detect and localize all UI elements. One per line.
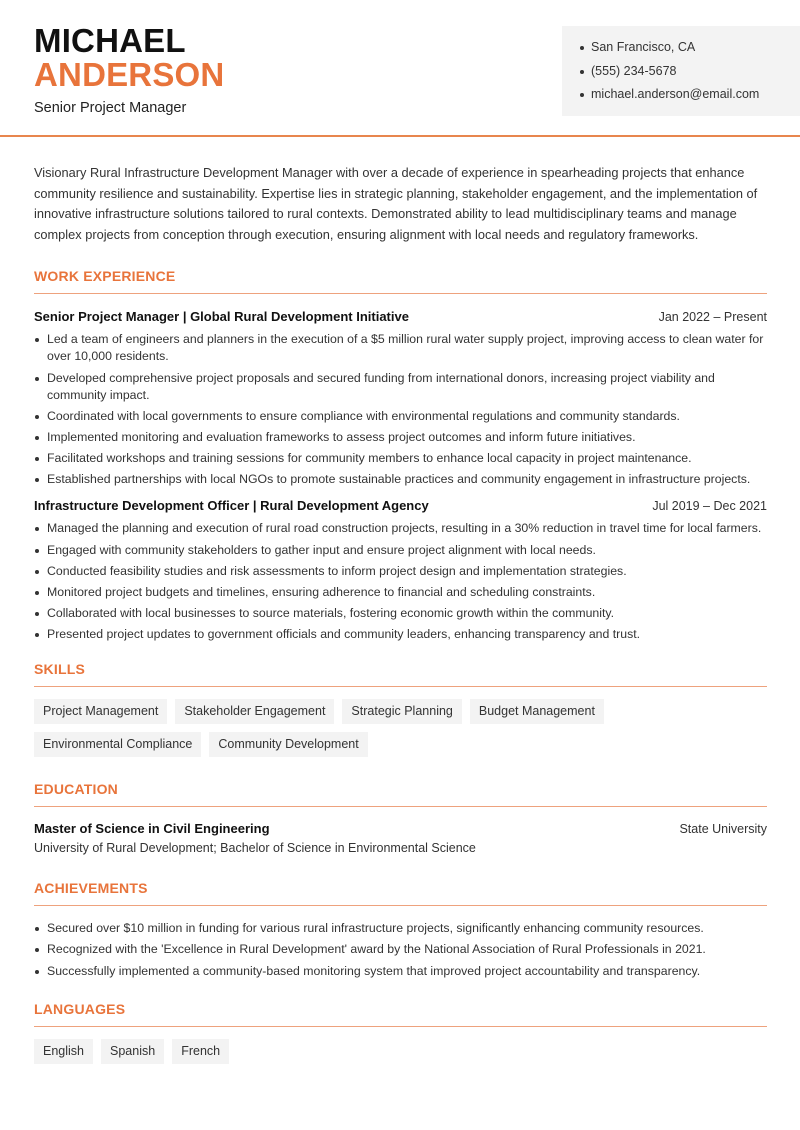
- section-skills: [34, 661, 767, 757]
- list-item: Recognized with the 'Excellence in Rural Development' award by the National Association of Rural Professionals in 2021.: [34, 941, 767, 958]
- section-title: LANGUAGES: [34, 1001, 767, 1027]
- skill-chip: Strategic Planning: [342, 699, 461, 724]
- first-name: MICHAEL: [34, 22, 186, 59]
- list-item: Conducted feasibility studies and risk assessments to inform project design and implementation strategies.: [34, 563, 767, 580]
- list-item: Monitored project budgets and timelines, ensuring adherence to financial and scheduling constraints.: [34, 584, 767, 601]
- list-item: Secured over $10 million in funding for various rural infrastructure projects, significantly enhancing community resources.: [34, 920, 767, 937]
- bullet-icon: [580, 46, 584, 50]
- list-item: Presented project updates to government officials and community leaders, enhancing transparency and trust.: [34, 626, 767, 643]
- list-item: Led a team of engineers and planners in the execution of a $5 million rural water supply project, improving access to clean water for over 10,000 residents.: [34, 331, 767, 365]
- skill-chip: Stakeholder Engagement: [175, 699, 334, 724]
- last-name: ANDERSON: [34, 56, 225, 93]
- education-header: [34, 821, 767, 836]
- list-item: Established partnerships with local NGOs to promote sustainable practices and community engagement in infrastructure projects.: [34, 471, 767, 488]
- list-item: Engaged with community stakeholders to gather input and ensure project alignment with local needs.: [34, 542, 767, 559]
- list-item: Collaborated with local businesses to source materials, fostering economic growth within the community.: [34, 605, 767, 622]
- education-school: State University: [679, 822, 767, 837]
- section-achievements: [34, 880, 767, 979]
- section-title: ACHIEVEMENTS: [34, 880, 767, 906]
- job-role: Infrastructure Development Officer | Rural Development Agency: [34, 498, 429, 514]
- section-experience: [34, 268, 767, 643]
- list-item: Managed the planning and execution of rural road construction projects, resulting in a 30% reduction in travel time for local farmers.: [34, 520, 767, 537]
- list-item: Facilitated workshops and training sessions for community members to enhance local capacity in project maintenance.: [34, 450, 767, 467]
- list-item: Developed comprehensive project proposals and secured funding from international donors, increasing project viability and community impact.: [34, 370, 767, 404]
- achievement-list: [34, 920, 767, 979]
- job-role: Senior Project Manager | Global Rural Development Initiative: [34, 309, 409, 325]
- bullet-icon: [580, 70, 584, 74]
- job-date: Jan 2022 – Present: [658, 310, 767, 325]
- education-degree: Master of Science in Civil Engineering: [34, 821, 270, 837]
- section-languages: [34, 1001, 767, 1064]
- skill-chips: [34, 699, 767, 757]
- job-bullets: [34, 331, 767, 488]
- education-details: University of Rural Development; Bachelor of Science in Environmental Science: [34, 841, 476, 856]
- skill-chip: Project Management: [34, 699, 167, 724]
- list-item: Coordinated with local governments to ensure compliance with environmental regulations and community standards.: [34, 408, 767, 425]
- job-header: [34, 498, 767, 513]
- skill-chip: Environmental Compliance: [34, 732, 201, 757]
- list-item: Implemented monitoring and evaluation frameworks to assess project outcomes and inform future initiatives.: [34, 429, 767, 446]
- contact-email: [580, 86, 800, 110]
- section-title: EDUCATION: [34, 781, 767, 807]
- bullet-icon: [580, 93, 584, 97]
- summary: Visionary Rural Infrastructure Development Manager with over a decade of experience in spearheading projects that enhance community resilience and sustainability. Expertise lies in strategic planning, stakeholder engagement, and the implementation of innovative infrastructure solutions tailored to rural contexts. Demonstrated ability to lead multidisciplinary teams and manage complex projects from conception through execution, ensuring alignment with local needs and regulatory frameworks.: [34, 165, 758, 242]
- contact-location: [580, 39, 800, 63]
- contact-email-text[interactable]: michael.anderson@email.com: [591, 87, 760, 101]
- section-title: SKILLS: [34, 661, 767, 687]
- skill-chip: Budget Management: [470, 699, 604, 724]
- job-entry: [34, 309, 767, 488]
- language-chip: English: [34, 1039, 93, 1064]
- language-chips: [34, 1039, 767, 1064]
- skill-chip: Community Development: [209, 732, 367, 757]
- job-entry: [34, 498, 767, 643]
- job-title: Senior Project Manager: [34, 100, 187, 116]
- contact-phone-text: (555) 234-5678: [591, 63, 677, 78]
- contact-box: [562, 26, 800, 116]
- language-chip: Spanish: [101, 1039, 164, 1064]
- job-date: Jul 2019 – Dec 2021: [652, 499, 767, 514]
- section-education: [34, 781, 767, 855]
- resume-header: [0, 0, 800, 137]
- section-title: WORK EXPERIENCE: [34, 268, 767, 294]
- name-block: [34, 24, 224, 116]
- list-item: Successfully implemented a community-based monitoring system that improved project accountability and transparency.: [34, 963, 767, 980]
- resume-body: [34, 163, 767, 1064]
- contact-location-text: San Francisco, CA: [591, 40, 696, 54]
- job-header: [34, 309, 767, 324]
- job-bullets: [34, 520, 767, 643]
- language-chip: French: [172, 1039, 229, 1064]
- contact-phone: [580, 63, 800, 87]
